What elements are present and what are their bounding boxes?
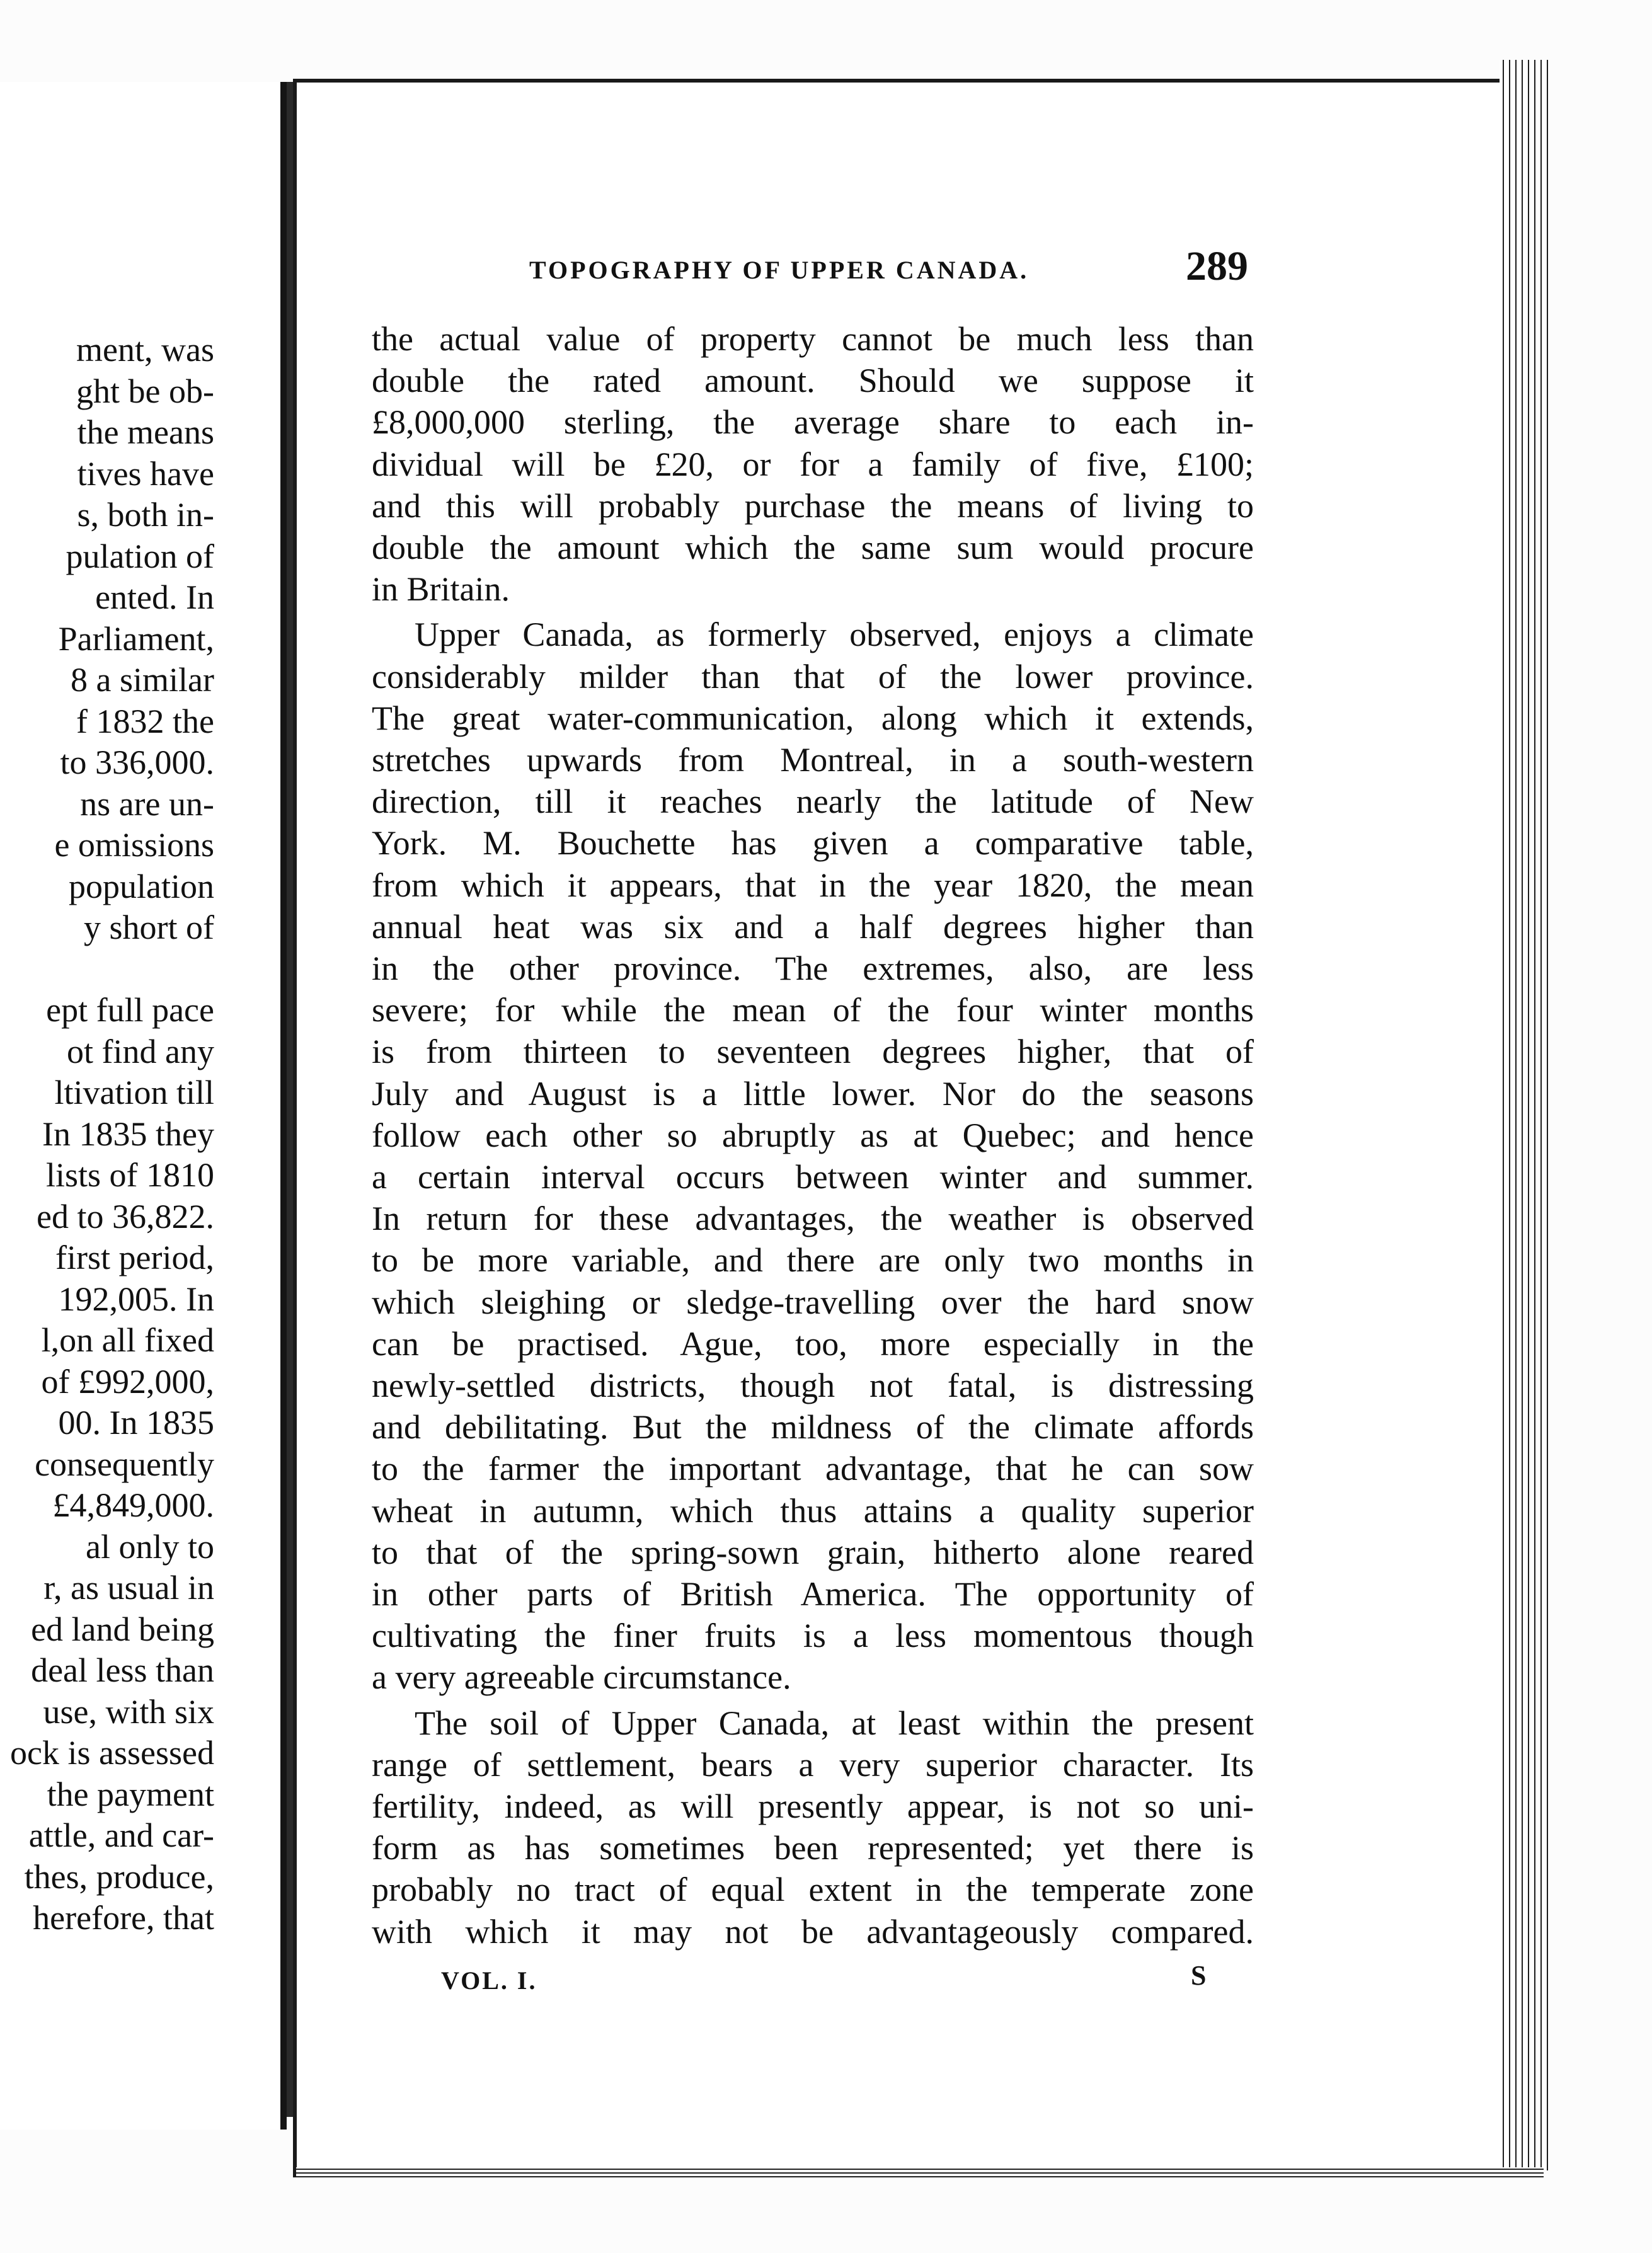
- body-line: can be practised. Ague, too, more especially in the: [372, 1324, 1254, 1363]
- facing-page-line: f 1832 the: [76, 702, 214, 740]
- body-line: direction, till it reaches nearly the latitude of New: [372, 783, 1254, 821]
- body-line: double the amount which the same sum would procure: [372, 529, 1254, 566]
- facing-page-line: tives have: [77, 454, 214, 493]
- facing-page-fragment: [0, 82, 287, 2130]
- facing-page-line: lists of 1810: [45, 1156, 214, 1194]
- body-line: is from thirteen to seventeen degrees higher, that of: [372, 1033, 1254, 1071]
- body-line: to be more variable, and there are only two months in: [372, 1241, 1254, 1280]
- body-line: and this will probably purchase the means of living to: [372, 486, 1254, 525]
- body-line: considerably milder than that of the lower province.: [372, 657, 1254, 696]
- body-line: to the farmer the important advantage, that he can sow: [372, 1450, 1254, 1488]
- body-line: The great water-communication, along which it extends,: [372, 699, 1254, 737]
- facing-page-line: consequently: [35, 1445, 214, 1483]
- facing-page-line: pulation of: [66, 537, 214, 575]
- body-line: and debilitating. But the mildness of the climate affords: [372, 1408, 1254, 1447]
- body-line: which sleighing or sledge-travelling over the hard snow: [372, 1283, 1254, 1321]
- facing-page-line: 192,005. In: [58, 1280, 214, 1318]
- body-line: Upper Canada, as formerly observed, enjoys a climate: [415, 616, 1254, 654]
- facing-page-line: In 1835 they: [42, 1115, 214, 1153]
- facing-page-line: Parliament,: [58, 619, 214, 658]
- facing-page-line: ns are un-: [80, 784, 214, 823]
- facing-page-line: £4,849,000.: [52, 1486, 214, 1524]
- page-number: 289: [1186, 243, 1248, 289]
- body-line: severe; for while the mean of the four winter months: [372, 991, 1254, 1029]
- facing-page-line: l,on all fixed: [41, 1321, 214, 1359]
- facing-page-line: the means: [77, 413, 214, 451]
- body-line: double the rated amount. Should we suppose it: [372, 362, 1254, 400]
- facing-page-line: y short of: [84, 909, 214, 946]
- facing-page-line: ot find any: [67, 1032, 214, 1070]
- facing-page-line: the payment: [47, 1775, 214, 1813]
- body-line: wheat in autumn, which thus attains a quality superior: [372, 1491, 1254, 1530]
- body-line: from which it appears, that in the year 1820, the mean: [372, 866, 1254, 904]
- facing-page-line: r, as usual in: [43, 1569, 214, 1607]
- facing-page-line: ght be ob-: [76, 372, 214, 410]
- facing-page-line: ented. In: [95, 578, 214, 616]
- facing-page-line: ment, was: [76, 331, 214, 369]
- body-line: fertility, indeed, as will presently appear, is not so uni-: [372, 1787, 1254, 1825]
- body-line: In return for these advantages, the weather is observed: [372, 1200, 1254, 1238]
- facing-page-line: of £992,000,: [41, 1362, 214, 1401]
- body-line: a very agreeable circumstance.: [372, 1658, 791, 1697]
- body-line: York. M. Bouchette has given a comparative table,: [372, 824, 1254, 863]
- page-edges-right: [1500, 60, 1550, 2170]
- body-line: a certain interval occurs between winter and summer.: [372, 1158, 1254, 1196]
- body-line: stretches upwards from Montreal, in a south-western: [372, 741, 1254, 779]
- body-line: in the other province. The extremes, also, are less: [372, 949, 1254, 987]
- facing-page-line: ed to 36,822.: [37, 1197, 214, 1235]
- facing-page-line: attle, and car-: [28, 1816, 214, 1854]
- facing-page-line: al only to: [86, 1527, 214, 1566]
- facing-page-line: deal less than: [31, 1651, 214, 1689]
- page-edges-bottom: [296, 2167, 1544, 2180]
- body-line: form as has sometimes been represented; yet there is: [372, 1829, 1254, 1867]
- facing-page-line: first period,: [55, 1239, 214, 1276]
- body-line: to that of the spring-sown grain, hitherto alone reared: [372, 1533, 1254, 1571]
- facing-page-line: to 336,000.: [60, 743, 214, 781]
- volume-label: VOL. I.: [441, 1966, 537, 1995]
- book-gutter: [287, 82, 293, 2117]
- body-line: in other parts of British America. The opportunity of: [372, 1575, 1254, 1613]
- running-head: TOPOGRAPHY OF UPPER CANADA.: [529, 256, 1030, 284]
- body-line: with which it may not be advantageously compared.: [372, 1912, 1254, 1951]
- facing-page-line: s, both in-: [77, 496, 214, 534]
- body-line: July and August is a little lower. Nor do the seasons: [372, 1074, 1254, 1113]
- facing-page-line: ltivation till: [54, 1074, 214, 1111]
- body-line: annual heat was six and a half degrees higher than: [372, 907, 1254, 946]
- body-line: in Britain.: [372, 570, 510, 609]
- body-line: range of settlement, bears a very superior character. Its: [372, 1745, 1254, 1784]
- facing-page-line: ept full pace: [46, 991, 214, 1029]
- body-line: follow each other so abruptly as at Quebec; and hence: [372, 1116, 1254, 1154]
- facing-page-line: e omissions: [54, 826, 214, 864]
- body-line: dividual will be £20, or for a family of five, £100;: [372, 445, 1254, 483]
- facing-page-line: use, with six: [43, 1692, 214, 1731]
- facing-page-line: ock is assessed: [10, 1734, 214, 1772]
- body-line: The soil of Upper Canada, at least within the present: [415, 1704, 1254, 1742]
- signature-mark: S: [1191, 1960, 1207, 1991]
- facing-page-line: thes, produce,: [24, 1857, 214, 1896]
- body-line: probably no tract of equal extent in the temperate zone: [372, 1871, 1254, 1909]
- body-line: £8,000,000 sterling, the average share to each in-: [372, 403, 1254, 442]
- facing-page-line: herefore, that: [33, 1899, 214, 1937]
- facing-page-line: 8 a similar: [71, 661, 214, 699]
- body-line: the actual value of property cannot be much less than: [372, 320, 1254, 358]
- body-line: cultivating the finer fruits is a less momentous though: [372, 1617, 1254, 1655]
- body-line: newly-settled districts, though not fatal, is distressing: [372, 1367, 1254, 1404]
- facing-page-line: population: [69, 867, 214, 905]
- facing-page-line: 00. In 1835: [58, 1404, 214, 1442]
- facing-page-line: ed land being: [31, 1610, 214, 1648]
